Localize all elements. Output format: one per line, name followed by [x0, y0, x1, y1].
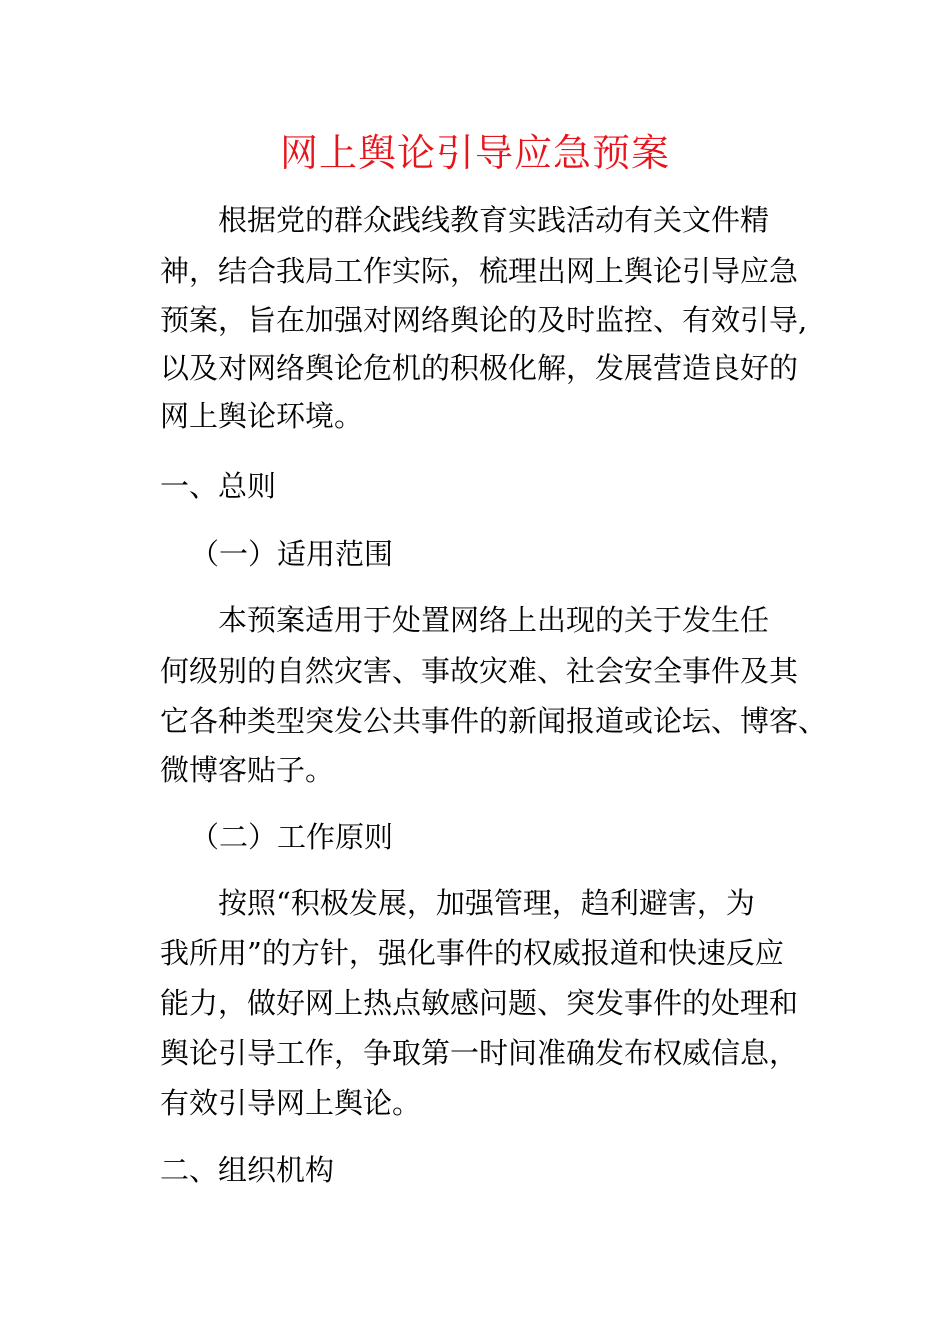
section-heading-organization: 二、组织机构: [160, 1153, 335, 1187]
intro-line-2: 神，结合我局工作实际，梳理出网上舆论引导应急: [160, 254, 799, 288]
intro-line-4: 以及对网络舆论危机的积极化解，发展营造良好的: [160, 351, 799, 385]
intro-line-5: 网上舆论环境。: [160, 399, 364, 433]
intro-line-1: 根据党的群众践线教育实践活动有关文件精: [218, 203, 770, 237]
principles-line-3: 能力，做好网上热点敏感问题、突发事件的处理和: [160, 986, 799, 1020]
scope-line-3: 它各种类型突发公共事件的新闻报道或论坛、博客、: [160, 704, 828, 738]
principles-line-4: 舆论引导工作，争取第一时间准确发布权威信息，: [160, 1036, 799, 1070]
principles-line-2: 我所用”的方针，强化事件的权威报道和快速反应: [160, 936, 784, 970]
section-heading-general: 一、总则: [160, 469, 277, 503]
scope-line-2: 何级别的自然灾害、事故灾难、社会安全事件及其: [160, 654, 799, 688]
subsection-heading-principles: （二）工作原则: [190, 820, 394, 854]
scope-line-1: 本预案适用于处置网络上出现的关于发生任: [218, 603, 770, 637]
intro-line-3: 预案，旨在加强对网络舆论的及时监控、有效引导,: [160, 303, 808, 337]
scope-line-4: 微博客贴子。: [160, 753, 335, 787]
principles-line-5: 有效引导网上舆论。: [160, 1086, 422, 1120]
document-title: 网上舆论引导应急预案: [279, 131, 670, 175]
principles-line-1: 按照“积极发展，加强管理，趋利避害，为: [218, 886, 755, 920]
subsection-heading-scope: （一）适用范围: [190, 537, 394, 571]
